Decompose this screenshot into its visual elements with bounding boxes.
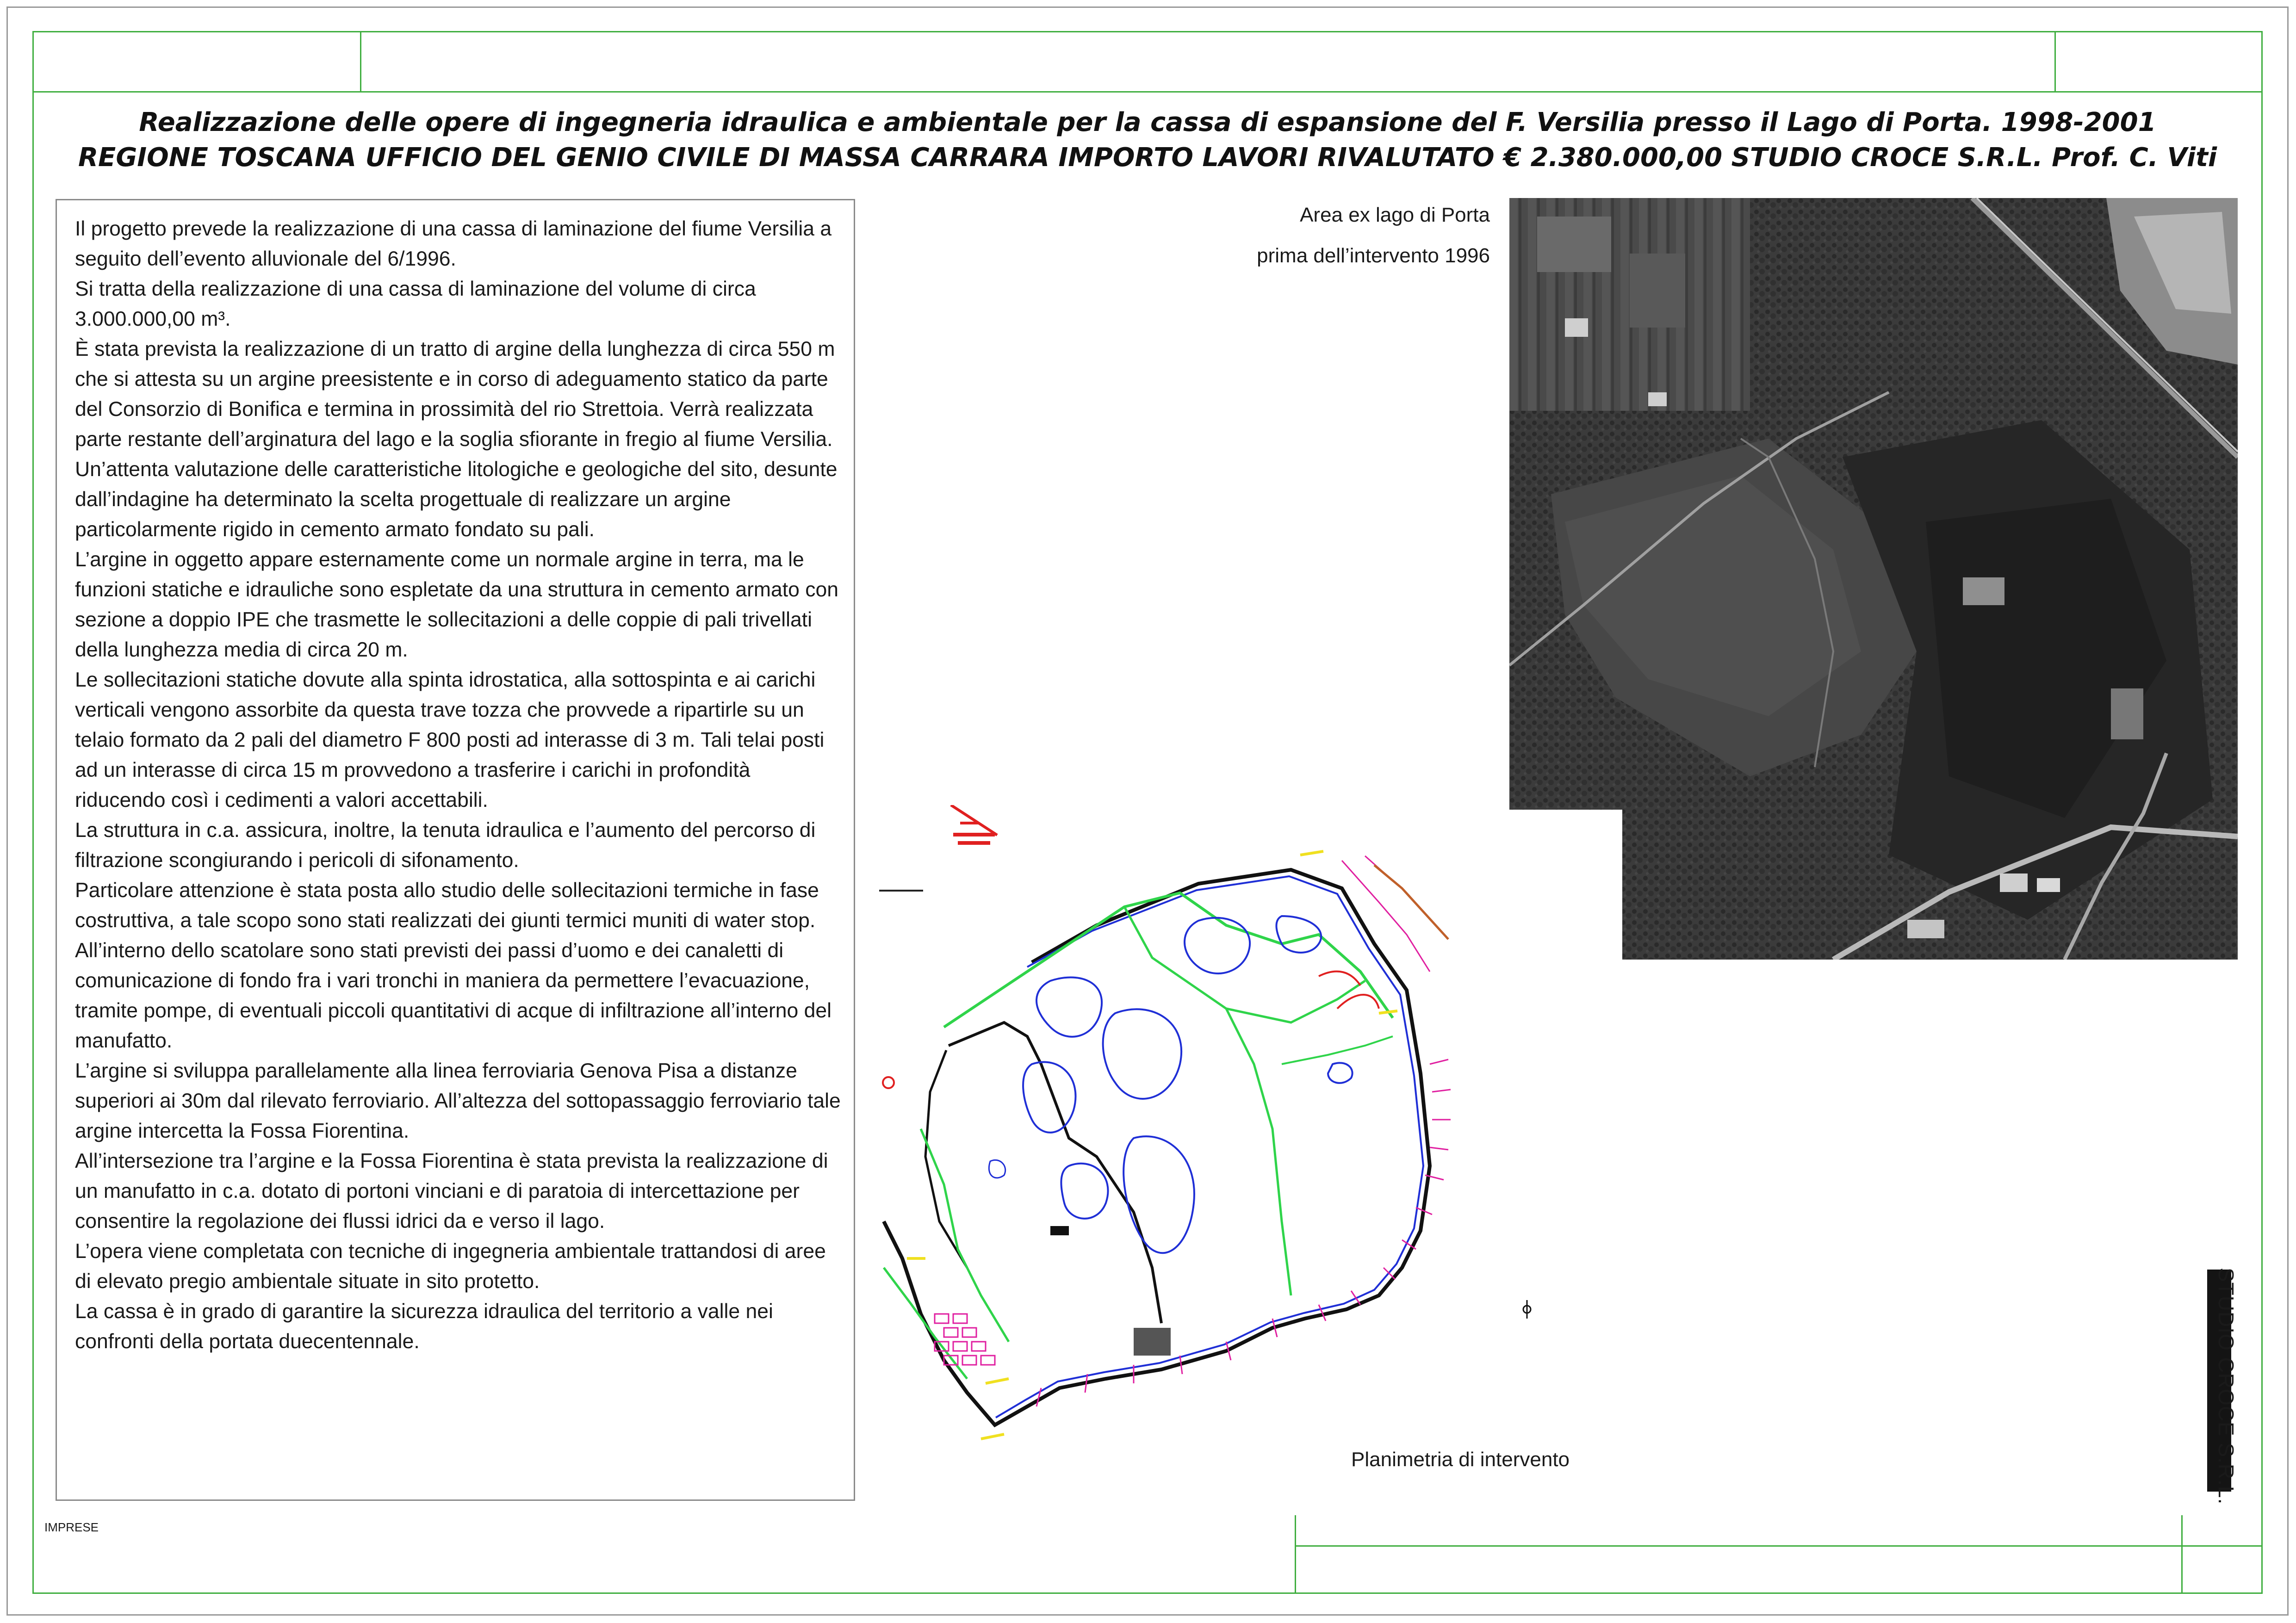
- header-cell-divider-left: [360, 31, 361, 91]
- description-paragraph: All’interno dello scatolare sono stati previsti dei passi d’uomo e dei canaletti di comunicazione di fondo fra i vari tronchi in maniera da permettere l’evacuazione, tramite pompe, di eventuali piccoli quantitativi di acque di infiltrazione all’interno del manufatto.: [75, 939, 832, 1052]
- footer-cell-divider-left: [1295, 1515, 1296, 1594]
- site-plan-drawing: [875, 805, 1596, 1499]
- imprese-label: IMPRESE: [44, 1520, 99, 1534]
- studio-stamp-text: STUDIO CROCE S.R.L.: [2214, 1268, 2238, 1505]
- header-divider: [32, 91, 2263, 93]
- description-paragraph: L’argine in oggetto appare esternamente come un normale argine in terra, ma le funzioni statiche e idrauliche sono espletate da una struttura in cemento armato con sezione a doppio IPE che trasmette le sollecitazioni a delle coppie di pali trivellati della lunghezza media di circa 20 m.: [75, 548, 838, 661]
- description-paragraph: L’opera viene completata con tecniche di ingegneria ambientale trattandosi di aree di elevato pregio ambientale situate in sito protetto.: [75, 1240, 826, 1293]
- description-paragraph: All’intersezione tra l’argine e la Fossa Fiorentina è stata prevista la realizzazione di un manufatto in c.a. dotato di portoni vinciani e di paratoia di intercettazione per consentire la regolazione dei flussi idrici da e verso il lago.: [75, 1150, 828, 1233]
- description-paragraph: La struttura in c.a. assicura, inoltre, la tenuta idraulica e l’aumento del percorso di filtrazione scongiurando i pericoli di sifonamento.: [75, 819, 816, 872]
- project-subtitle: REGIONE TOSCANA UFFICIO DEL GENIO CIVILE DI MASSA CARRARA IMPORTO LAVORI RIVALUTATO € 2.380.000,00 STUDIO CROCE S.R.L. Prof. C. Viti: [78, 142, 2217, 173]
- description-paragraph: È stata prevista la realizzazione di un tratto di argine della lunghezza di circa 550 m che si attesta su un argine preesistente e in corso di adeguamento statico da parte del Consorzio di Bonifica e termina in prossimità del rio Strettoia. Verrà realizzata parte restante dell’arginatura del lago e la soglia sfiorante in fregio al fiume Versilia.: [75, 338, 835, 451]
- header-cell-divider-right: [2054, 31, 2056, 91]
- description-paragraph: Le sollecitazioni statiche dovute alla spinta idrostatica, alla sottospinta e ai carichi verticali vengono assorbite da questa trave tozza che provvede a ripartirle su un telaio formato da 2 pali del diametro F 800 posti ad interasse di 3 m. Tali telai posti ad un interasse di circa 15 m provvedono a trasferire i carichi in profondità riducendo così i cedimenti a valori accettabili.: [75, 669, 825, 812]
- description-text: [75, 214, 843, 1357]
- description-paragraph: Un’attenta valutazione delle caratteristiche litologiche e geologiche del sito, desunte dall’indagine ha determinato la scelta progettuale di realizzare un argine particolarmente rigido in cemento armato fondato su pali.: [75, 458, 838, 541]
- plan-caption: Planimetria di intervento: [1351, 1448, 1570, 1471]
- photo-caption-line1: Area ex lago di Porta: [1300, 204, 1490, 226]
- footer-cell-divider-right: [2181, 1515, 2183, 1594]
- description-paragraph: Particolare attenzione è stata posta allo studio delle sollecitazioni termiche in fase costruttiva, a tale scopo sono stati realizzati dei giunti termici muniti di water stop.: [75, 879, 819, 932]
- description-paragraph: Si tratta della realizzazione di una cassa di laminazione del volume di circa 3.000.000,00 m³.: [75, 278, 756, 330]
- description-paragraph: L’argine si sviluppa parallelamente alla linea ferroviaria Genova Pisa a distanze superiori ai 30m dal rilevato ferroviario. All’altezza del sottopassaggio ferroviario tale argine intercetta la Fossa Fiorentina.: [75, 1059, 841, 1142]
- description-paragraph: Il progetto prevede la realizzazione di una cassa di laminazione del fiume Versilia a seguito dell’evento alluvionale del 6/1996.: [75, 217, 832, 270]
- description-paragraph: La cassa è in grado di garantire la sicurezza idraulica del territorio a valle nei confronti della portata duecentennale.: [75, 1300, 773, 1353]
- photo-caption-line2: prima dell’intervento 1996: [1257, 244, 1490, 267]
- footer-divider: [1296, 1545, 2263, 1547]
- project-title: Realizzazione delle opere di ingegneria idraulica e ambientale per la cassa di espansione del F. Versilia presso il Lago di Porta. 1998-2001: [139, 107, 2156, 137]
